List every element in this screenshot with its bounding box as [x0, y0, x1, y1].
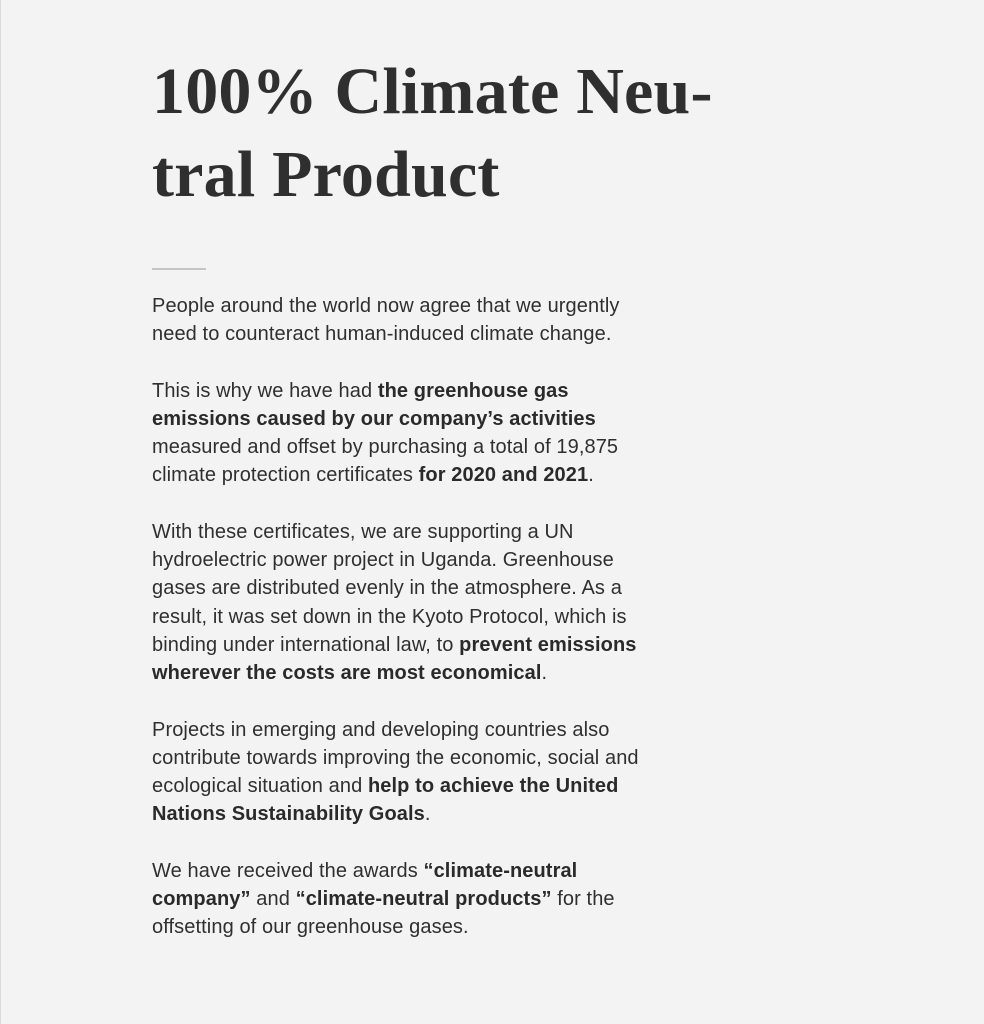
paragraph-text: need to counteract human-induced climate change.	[152, 323, 612, 346]
title-divider	[152, 268, 206, 270]
body-paragraph	[152, 857, 732, 942]
paragraph-text: measured and offset by purchasing a total of 19,875	[152, 436, 619, 459]
emphasized-text: prevent emissions	[459, 633, 637, 656]
emphasized-text: help to achieve the United	[367, 775, 619, 798]
paragraph-text: .	[588, 464, 594, 487]
emphasized-text: Nations Sustainability Goals	[152, 803, 425, 826]
paragraph-text: With these certificates, we are supporting a UN	[152, 520, 574, 543]
body-paragraph	[152, 292, 732, 349]
paragraph-text: ecological situation and	[152, 775, 368, 798]
paragraph-text: Projects in emerging and developing countries also	[152, 718, 610, 741]
body-paragraph	[152, 377, 732, 490]
page-title	[152, 50, 732, 216]
paragraph-text: binding under international law, to	[152, 633, 460, 656]
article	[152, 50, 732, 970]
paragraph-text: .	[541, 662, 548, 685]
paragraph-text: People around the world now agree that we urgently	[152, 295, 620, 317]
emphasized-text: wherever the costs are most economical	[152, 662, 542, 685]
emphasized-text: “climate-neutral	[423, 859, 578, 882]
paragraph-text: climate protection certificates	[152, 464, 419, 487]
article-body	[152, 292, 732, 942]
paragraph-text: and	[250, 888, 296, 911]
paragraph-text: for the	[551, 888, 615, 911]
emphasized-text: “climate-neutral products”	[295, 888, 552, 911]
paragraph-text: We have received the awards	[152, 859, 424, 882]
page-title-line-2: tral Product	[152, 138, 500, 211]
emphasized-text: the greenhouse gas	[377, 379, 569, 402]
paragraph-text: result, it was set down in the Kyoto Protocol, which is	[152, 605, 627, 628]
page-title-line-1: 100% Climate Neu-	[152, 55, 713, 128]
emphasized-text: company”	[152, 888, 251, 911]
body-paragraph	[152, 518, 732, 688]
paragraph-text: offsetting of our greenhouse gases.	[152, 916, 469, 939]
emphasized-text: for 2020 and 2021	[418, 464, 589, 487]
body-paragraph	[152, 716, 732, 829]
paragraph-text: This is why we have had	[152, 379, 378, 402]
emphasized-text: emissions caused by our company’s activities	[152, 407, 596, 430]
paragraph-text: .	[424, 803, 431, 826]
paragraph-text: hydroelectric power project in Uganda. Greenhouse	[152, 549, 614, 572]
paragraph-text: gases are distributed evenly in the atmosphere. As a	[152, 577, 622, 600]
paragraph-text: contribute towards improving the economic, social and	[152, 746, 639, 769]
